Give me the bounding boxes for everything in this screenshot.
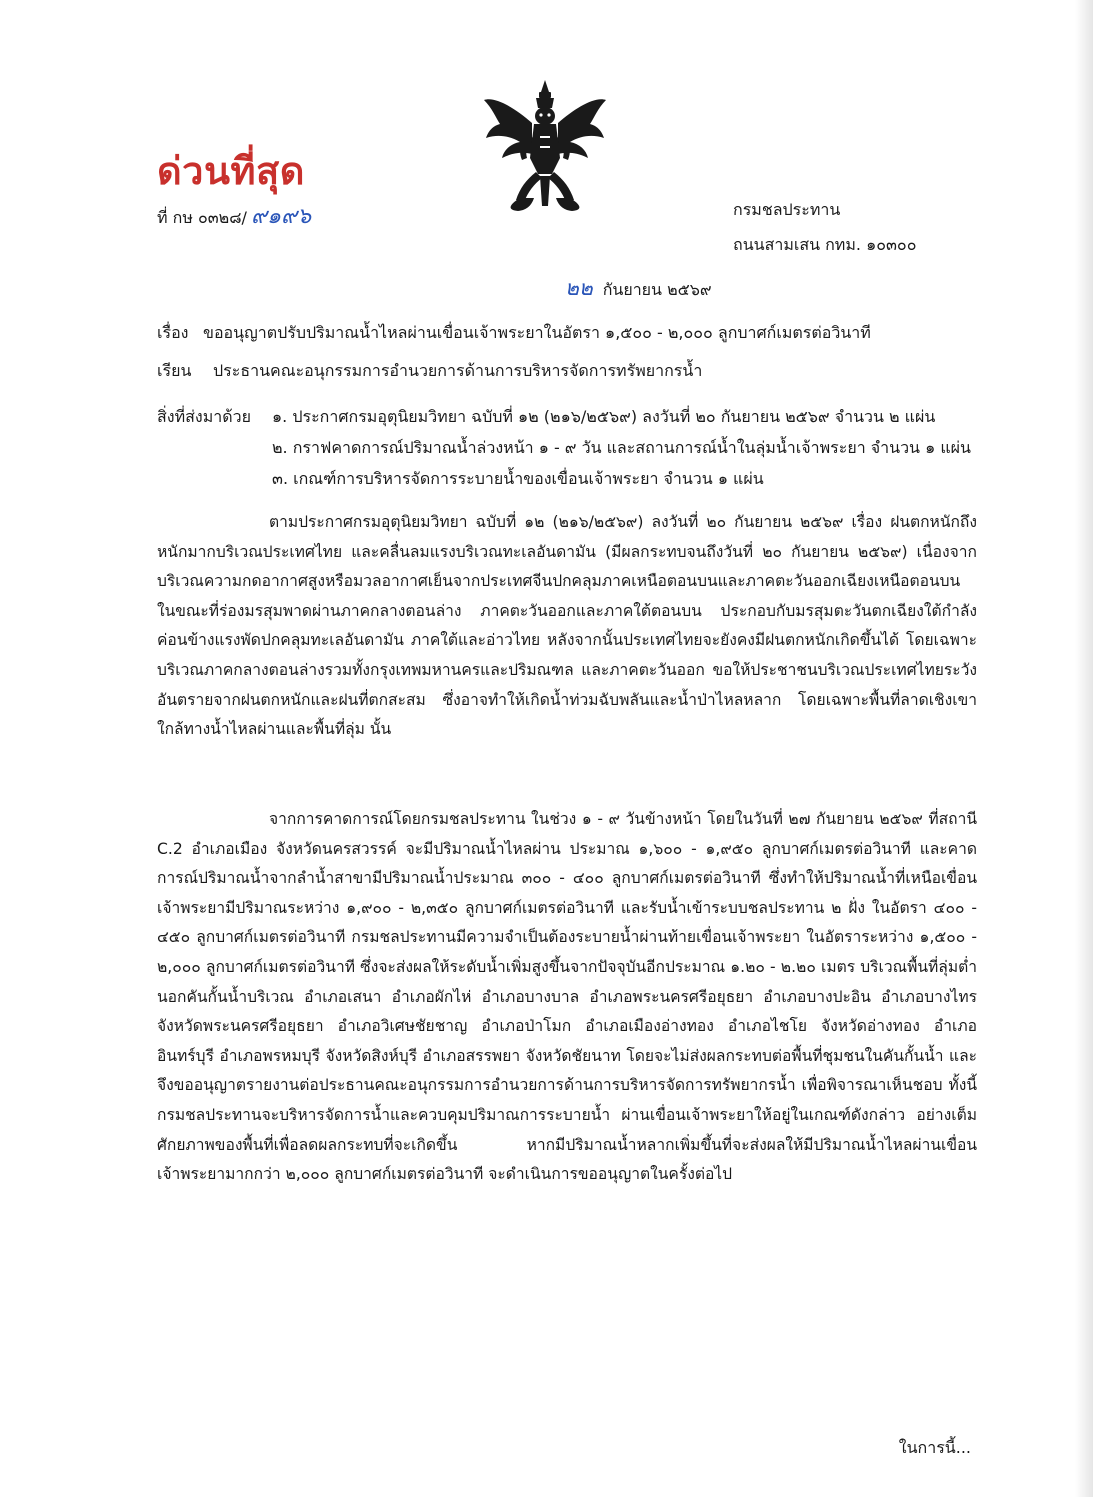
enclosure-item: ๒. กราฟคาดการณ์ปริมาณน้ำล่วงหน้า ๑ - ๙ วัน และสถานการณ์น้ำในลุ่มน้ำเจ้าพระยา จำนวน ๑ แผ่น (272, 438, 971, 457)
date-month-year: กันยายน ๒๕๖๙ (602, 280, 712, 299)
organization-address: ถนนสามเสน กทม. ๑๐๓๐๐ (733, 235, 917, 254)
addressee-text: ประธานคณะอนุกรรมการอำนวยการด้านการบริหารจัดการทรัพยากรน้ำ (213, 361, 703, 380)
body-paragraph-2: จากการคาดการณ์โดยกรมชลประทาน ในช่วง ๑ - ๙ วันข้างหน้า โดยในวันที่ ๒๗ กันยายน ๒๕๖๙ ที่สถานี C.2 อำเภอเมือง จังหวัดนครสวรรค์ จะมีปริมาณน้ำไหลผ่าน ประมาณ ๑,๖๐๐ - ๑,๙๕๐ ลูกบาศก์เมตรต่อวินาที และคาดการณ์ปริมาณน้ำจากลำน้ำสาขามีปริมาณน้ำประมาณ ๓๐๐ - ๔๐๐ ลูกบาศก์เมตรต่อวินาที ซึ่งทำให้ปริมาณน้ำที่เหนือเขื่อนเจ้าพระยามีปริมาณระหว่าง ๑,๙๐๐ - ๒,๓๕๐ ลูกบาศก์เมตรต่อวินาที และรับน้ำเข้าระบบชลประทาน ๒ ฝั่ง ในอัตรา ๔๐๐ - ๔๕๐ ลูกบาศก์เมตรต่อวินาที กรมชลประทานมีความจำเป็นต้องระบายน้ำผ่านท้ายเขื่อนเจ้าพระยา ในอัตราระหว่าง ๑,๕๐๐ - ๒,๐๐๐ ลูกบาศก์เมตรต่อวินาที ซึ่งจะส่งผลให้ระดับน้ำเพิ่มสูงขึ้นจากปัจจุบันอีกประมาณ ๑.๒๐ - ๒.๒๐ เมตร บริเวณพื้นที่ลุ่มต่ำนอกคันกั้นน้ำบริเวณ อำเภอเสนา อำเภอผักไห่ อำเภอบางบาล อำเภอพระนครศรีอยุธยา อำเภอบางปะอิน อำเภอบางไทร จังหวัดพระนครศรีอยุธยา อำเภอวิเศษชัยชาญ อำเภอป่าโมก อำเภอเมืองอ่างทอง อำเภอไชโย จังหวัดอ่างทอง อำเภออินทร์บุรี อำเภอพรหมบุรี จังหวัดสิงห์บุรี อำเภอสรรพยา จังหวัดชัยนาท โดยจะไม่ส่งผลกระทบต่อพื้นที่ชุมชนในคันกั้นน้ำ และจึงขออนุญาตรายงานต่อประธานคณะอนุกรรมการอำนวยการด้านการบริหารจัดการทรัพยากรน้ำ เพื่อพิจารณาเห็นชอบ ทั้งนี้ กรมชลประทานจะบริหารจัดการน้ำและควบคุมปริมาณการระบายน้ำ ผ่านเขื่อนเจ้าพระยาให้อยู่ในเกณฑ์ดังกล่าว อย่างเต็มศักยภาพของพื้นที่เพื่อลดผลกระทบที่จะเกิดขึ้น หากมีปริมาณน้ำหลากเพิ่มขึ้นที่จะส่งผลให้มีปริมาณน้ำไหลผ่านเขื่อนเจ้าพระยามากกว่า ๒,๐๐๐ ลูกบาศก์เมตรต่อวินาที จะดำเนินการขออนุญาตในครั้งต่อไป (157, 810, 977, 1184)
enclosure-item: ๓. เกณฑ์การบริหารจัดการระบายน้ำของเขื่อนเจ้าพระยา จำนวน ๑ แผ่น (272, 469, 764, 488)
addressee-label: เรียน (157, 361, 192, 380)
subject-line (157, 321, 871, 346)
document-number-prefix: ที่ กษ ๐๓๒๘/ (157, 208, 247, 227)
enclosures-label: สิ่งที่ส่งมาด้วย (157, 407, 251, 426)
date-day-handwritten: ๒๒ (565, 276, 593, 300)
organization-name: กรมชลประทาน (733, 200, 841, 219)
continuation-text: ในการนี้... (898, 1438, 971, 1457)
subject-text: ขออนุญาตปรับปริมาณน้ำไหลผ่านเขื่อนเจ้าพระยาในอัตรา ๑,๕๐๐ - ๒,๐๐๐ ลูกบาศก์เมตรต่อวินาที (203, 323, 871, 342)
document-number (157, 198, 311, 233)
document-date (565, 272, 712, 305)
garuda-emblem-icon (480, 78, 610, 213)
body-paragraph-1: ตามประกาศกรมอุตุนิยมวิทยา ฉบับที่ ๑๒ (๒๑๖/๒๕๖๙) ลงวันที่ ๒๐ กันยายน ๒๕๖๙ เรื่อง ฝนตกหนักถึงหนักมากบริเวณประเทศไทย และคลื่นลมแรงบริเวณทะเลอันดามัน (มีผลกระทบจนถึงวันที่ ๒๐ กันยายน ๒๕๖๙) เนื่องจากบริเวณความกดอากาศสูงหรือมวลอากาศเย็นจากประเทศจีนปกคลุมภาคเหนือตอนบนและภาคตะวันออกเฉียงเหนือตอนบน ในขณะที่ร่องมรสุมพาดผ่านภาคกลางตอนล่าง ภาคตะวันออกและภาคใต้ตอนบน ประกอบกับมรสุมตะวันตกเฉียงใต้กำลังค่อนข้างแรงพัดปกคลุมทะเลอันดามัน ภาคใต้และอ่าวไทย หลังจากนั้นประเทศไทยจะยังคงมีฝนตกหนักเกิดขึ้นได้ โดยเฉพาะบริเวณภาคกลางตอนล่างรวมทั้งกรุงเทพมหานครและปริมณฑล และภาคตะวันออก ขอให้ประชาชนบริเวณประเทศไทยระวังอันตรายจากฝนตกหนักและฝนที่ตกสะสม ซึ่งอาจทำให้เกิดน้ำท่วมฉับพลันและน้ำป่าไหลหลาก โดยเฉพาะพื้นที่ลาดเชิงเขาใกล้ทางน้ำไหลผ่านและพื้นที่ลุ่ม นั้น (157, 513, 977, 739)
enclosure-item: ๑. ประกาศกรมอุตุนิยมวิทยา ฉบับที่ ๑๒ (๒๑๖/๒๕๖๙) ลงวันที่ ๒๐ กันยายน ๒๕๖๙ จำนวน ๒ แผ่น (272, 407, 936, 426)
subject-label: เรื่อง (157, 323, 189, 342)
document-number-handwritten: ๙๑๙๖ (250, 204, 312, 229)
urgency-stamp: ด่วนที่สุด (157, 149, 305, 193)
addressee-line (157, 359, 702, 384)
